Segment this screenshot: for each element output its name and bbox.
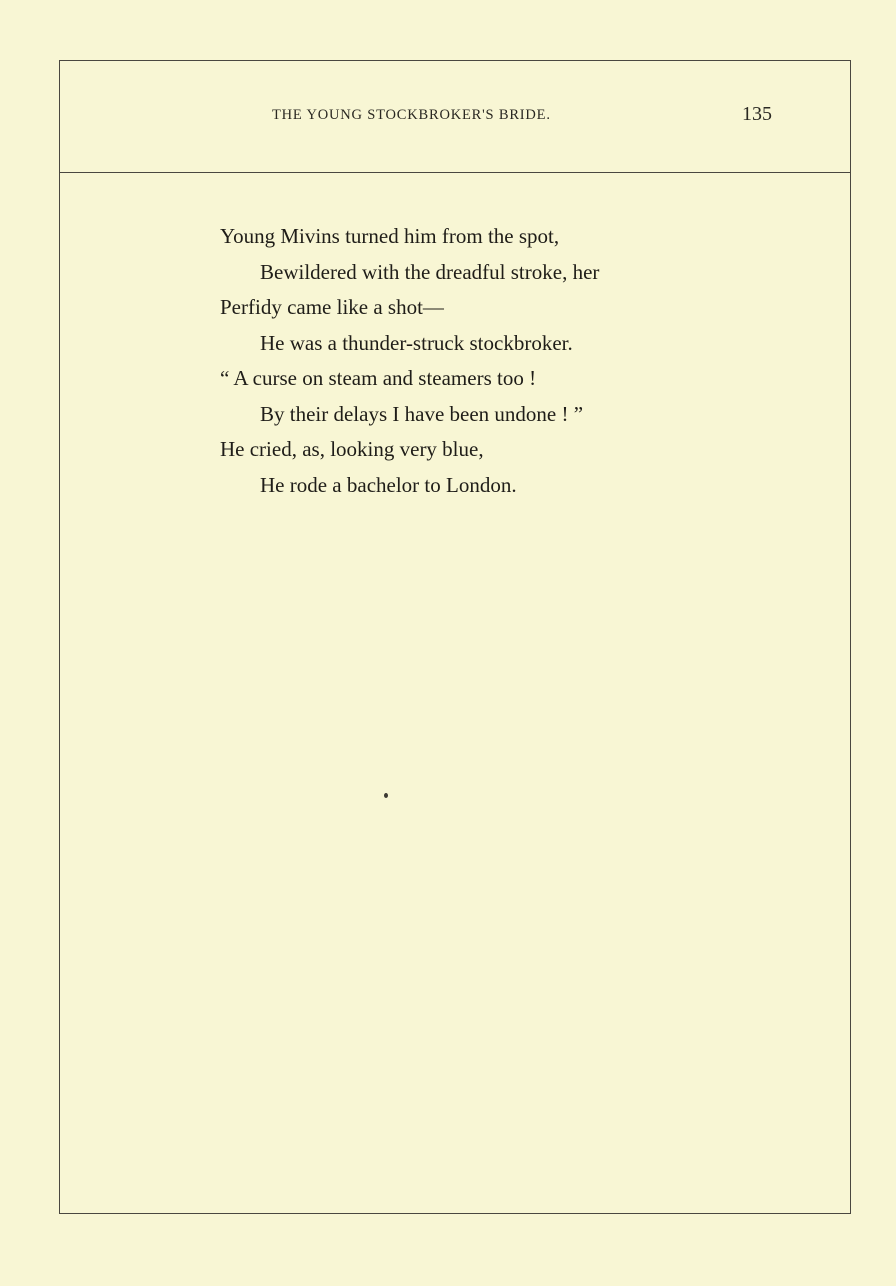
header-band bbox=[60, 61, 850, 173]
page-frame bbox=[59, 60, 851, 1214]
verse-line-8: He rode a bachelor to London. bbox=[260, 472, 517, 497]
verse-line-7: He cried, as, looking very blue, bbox=[220, 437, 484, 461]
running-title: THE YOUNG STOCKBROKER'S BRIDE. bbox=[272, 107, 551, 123]
ink-speck bbox=[384, 793, 388, 798]
poem-stanza bbox=[220, 219, 780, 503]
page-number: 135 bbox=[742, 103, 772, 125]
verse-line-3: Perfidy came like a shot— bbox=[220, 295, 444, 319]
verse-line-2: Bewildered with the dreadful stroke, her bbox=[260, 259, 600, 284]
verse-line-1: Young Mivins turned him from the spot, bbox=[220, 224, 560, 248]
verse-line-4: He was a thunder-struck stockbroker. bbox=[260, 330, 573, 355]
verse-line-6: By their delays I have been undone ! ” bbox=[260, 401, 584, 426]
verse-line-5: “ A curse on steam and steamers too ! bbox=[220, 366, 537, 390]
